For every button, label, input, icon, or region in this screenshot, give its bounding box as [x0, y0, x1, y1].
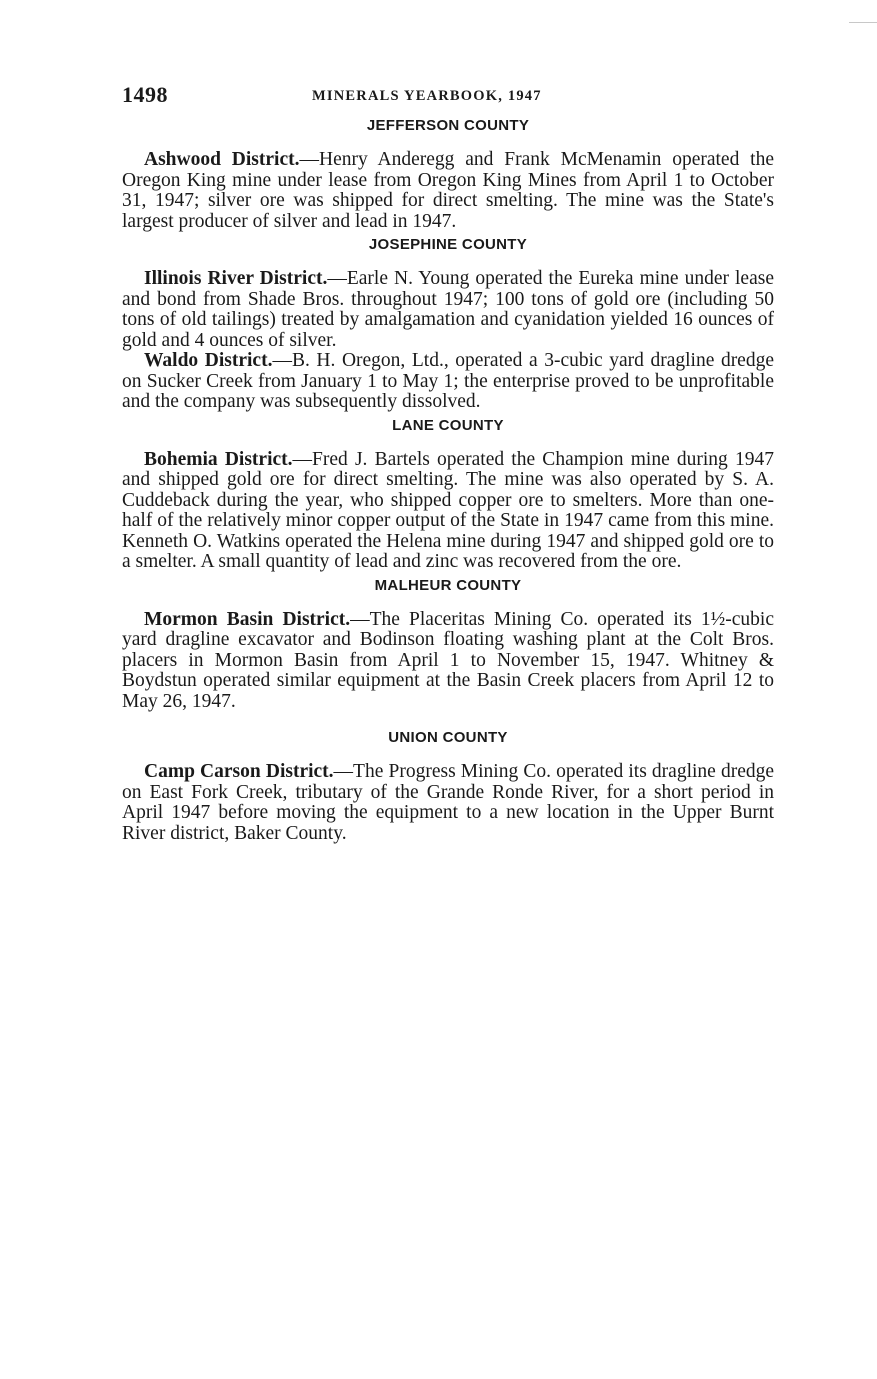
paragraph-text: —The Progress Mining Co. operated its dragline dredge on East Fork Creek, tributary of the Grande Ronde River, for a short period in April 1947 before moving the equipment to a new location in the Upper Burnt River district, Baker County.: [122, 761, 775, 844]
paragraph-text: —Henry Anderegg and Frank McMenamin operated the Oregon King mine under lease from Oregon King Mines from April 1 to October 31, 1947; silver ore was shipped for direct smelting. The mine was the State's largest producer of silver and lead in 1947.: [122, 149, 774, 232]
paragraph-text: —Earle N. Young operated the Eureka mine under lease and bond from Shade Bros. throughout 1947; 100 tons of gold ore (including 50 tons of old tailings) treated by amalgamation and cyanidation yielded 16 ounces of gold and 4 ounces of silver.: [122, 268, 774, 351]
paragraph-text: —The Placeritas Mining Co. operated its 1½-cubic yard dragline excavator and Bodinson floating washing plant at the Colt Bros. placers in Mormon Basin from April 1 to November 15, 1947. Whitney & Boydstun operated similar equipment at the Basin Creek placers from April 12 to May 26, 1947.: [122, 608, 774, 712]
heading-lane-county: LANE COUNTY: [392, 416, 504, 434]
district-name: Waldo District.: [144, 350, 273, 371]
page-edge-mark: [849, 22, 877, 23]
district-name: Illinois River District.: [144, 268, 328, 289]
paragraph-bohemia-district: [122, 450, 774, 573]
paragraph-text: —B. H. Oregon, Ltd., operated a 3-cubic yard dragline dredge on Sucker Creek from January 1 to May 1; the enterprise proved to be unprofitable and the company was subsequently dissolved.: [122, 350, 774, 412]
running-title: MINERALS YEARBOOK, 1947: [312, 88, 542, 104]
paragraph-text: —Fred J. Bartels operated the Champion mine during 1947 and shipped gold ore for direct smelting. The mine was also operated by S. A. Cuddeback during the year, who shipped copper ore to smelters. More than one-half of the relatively minor copper output of the State in 1947 came from this mine. Kenneth O. Watkins operated the Helena mine during 1947 and shipped gold ore to a smelter. A small quantity of lead and zinc was recovered from the ore.: [122, 448, 774, 572]
paragraph-mormon-basin-district: [122, 610, 774, 713]
district-name: Ashwood District.: [144, 149, 300, 170]
heading-union-county: UNION COUNTY: [388, 729, 508, 746]
paragraph-camp-carson-district: [122, 762, 774, 844]
heading-jefferson-county: JEFFERSON COUNTY: [366, 117, 530, 134]
heading-malheur-county: MALHEUR COUNTY: [374, 576, 522, 594]
district-name: Mormon Basin District.: [144, 608, 351, 630]
paragraph-illinois-river-district: [122, 269, 774, 351]
page-number: 1498: [122, 82, 168, 107]
district-name: Bohemia District.: [144, 448, 293, 470]
district-name: Camp Carson District.: [144, 761, 334, 782]
paragraph-waldo-district: [122, 351, 774, 413]
document-page: [122, 82, 774, 844]
running-head: [122, 82, 774, 112]
paragraph-ashwood-district: [122, 150, 774, 232]
heading-josephine-county: JOSEPHINE COUNTY: [368, 236, 528, 253]
